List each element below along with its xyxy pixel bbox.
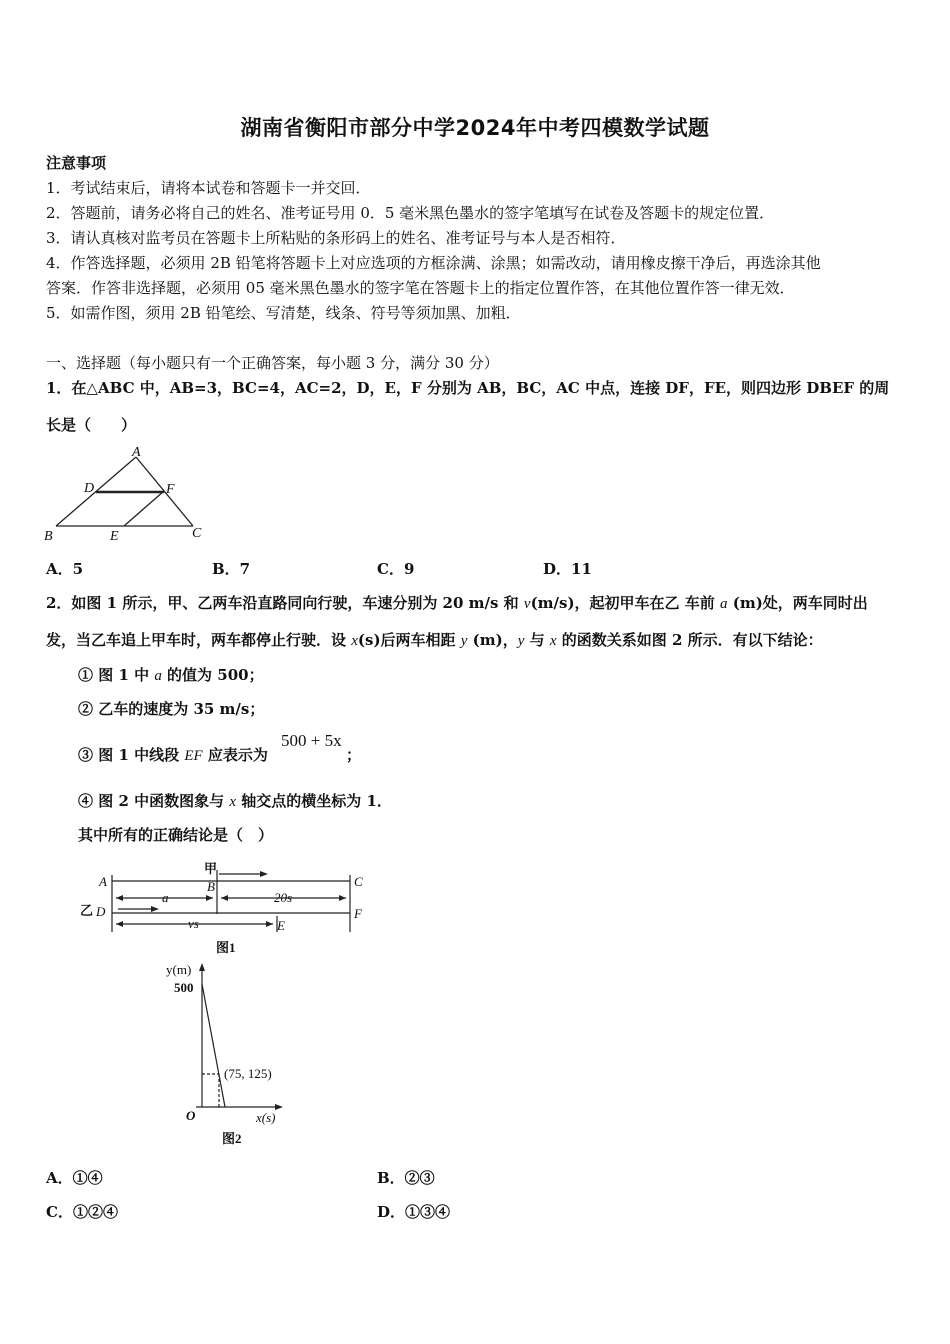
q2-statement-3-end: ； <box>346 746 362 764</box>
label-dimension-20s: 20s <box>274 890 293 905</box>
q2-statement-1: ① 图 1 中 a 的值为 500； <box>78 666 264 684</box>
q2-question-ask: 其中所有的正确结论是（ ） <box>78 826 274 844</box>
label-b-point: B <box>207 879 215 894</box>
page-title: 湖南省衡阳市部分中学2024年中考四模数学试题 <box>240 116 710 140</box>
label-d: D <box>84 481 95 496</box>
label-b: B <box>44 529 53 544</box>
label-f: F <box>166 482 175 497</box>
note-item: 5．如需作图，须用 2B 铅笔绘、写清楚，线条、符号等须加黑、加粗． <box>46 304 521 322</box>
label-jia: 甲 <box>204 861 218 876</box>
q2-figure-2 <box>160 960 300 1150</box>
q2-expression: 500 + 5x <box>281 731 342 750</box>
label-e: E <box>110 529 119 544</box>
label-f-point: F <box>354 906 362 921</box>
note-item: 3．请认真核对监考员在答题卡上所粘贴的条形码上的姓名、准考证号与本人是否相符． <box>46 229 626 247</box>
q2-figure-1 <box>78 858 378 958</box>
q2-option-b: B．②③ <box>377 1169 435 1187</box>
section-heading: 一、选择题（每小题只有一个正确答案，每小题 3 分，满分 30 分） <box>46 354 499 372</box>
point-label: (75, 125) <box>224 1066 272 1081</box>
q1-triangle-figure <box>40 442 215 546</box>
notes-heading: 注意事项 <box>46 154 107 172</box>
q2-text-line1: 2．如图 1 所示，甲、乙两车沿直路同向行驶，车速分别为 20 m/s 和 v(m/s)，起初甲车在乙 车前 a (m)处，两车同时出 <box>46 594 868 612</box>
q2-option-c: C．①②④ <box>46 1203 118 1221</box>
q1-option-d: D．11 <box>543 560 592 578</box>
q1-option-a: A．5 <box>46 560 84 578</box>
label-a-point: A <box>99 874 107 889</box>
segment-ef <box>124 491 164 526</box>
q2-statement-3: ③ 图 1 中线段 EF 应表示为 <box>78 746 268 764</box>
q2-statement-4: ④ 图 2 中函数图象与 x 轴交点的横坐标为 1． <box>78 792 392 810</box>
note-item: 4．作答选择题，必须用 2B 铅笔将答题卡上对应选项的方框涂满、涂黑；如需改动，请用橡皮擦干净后，再选涂其他 <box>46 254 821 272</box>
label-d-point: D <box>96 904 106 919</box>
x-axis-label: x(s) <box>256 1110 276 1125</box>
function-line <box>202 984 225 1107</box>
label-dimension-vs: vs <box>188 916 199 931</box>
x-axis-arrow <box>275 1104 283 1110</box>
q2-statement-2: ② 乙车的速度为 35 m/s； <box>78 700 265 718</box>
q1-option-b: B．7 <box>212 560 251 578</box>
figure-2-caption: 图2 <box>222 1131 242 1146</box>
q2-option-a: A．①④ <box>46 1169 103 1187</box>
origin-label: O <box>186 1108 196 1123</box>
label-c: C <box>192 526 202 541</box>
q1-text-line1: 1．在△ABC 中，AB=3，BC=4，AC=2，D，E，F 分别为 AB，BC，AC 中点，连接 DF，FE，则四边形 DBEF 的周 <box>46 379 890 397</box>
y-axis-arrow <box>199 963 205 971</box>
q1-text-line2: 长是（ ） <box>46 416 137 434</box>
note-item: 1．考试结束后，请将本试卷和答题卡一并交回． <box>46 179 371 197</box>
q1-option-c: C．9 <box>377 560 415 578</box>
figure-1-caption: 图1 <box>216 940 236 955</box>
label-c-point: C <box>354 874 363 889</box>
q2-option-d: D．①③④ <box>377 1203 451 1221</box>
label-a: A <box>132 445 141 460</box>
q2-text-line2: 发，当乙车追上甲车时，两车都停止行驶．设 x(s)后两车相距 y (m)，y 与 x 的函数关系如图 2 所示．有以下结论： <box>46 631 823 649</box>
y-value-500: 500 <box>174 980 194 995</box>
note-item: 2．答题前，请务必将自己的姓名、准考证号用 0．5 毫米黑色墨水的签字笔填写在试卷及答题卡的规定位置． <box>46 204 775 222</box>
y-axis-label: y(m) <box>166 962 192 977</box>
label-dimension-a: a <box>162 890 169 905</box>
note-item: 答案．作答非选择题，必须用 05 毫米黑色墨水的签字笔在答题卡上的指定位置作答，在其他位置作答一律无效． <box>46 279 795 297</box>
label-yi: 乙 <box>80 903 94 918</box>
label-e-point: E <box>277 918 285 933</box>
